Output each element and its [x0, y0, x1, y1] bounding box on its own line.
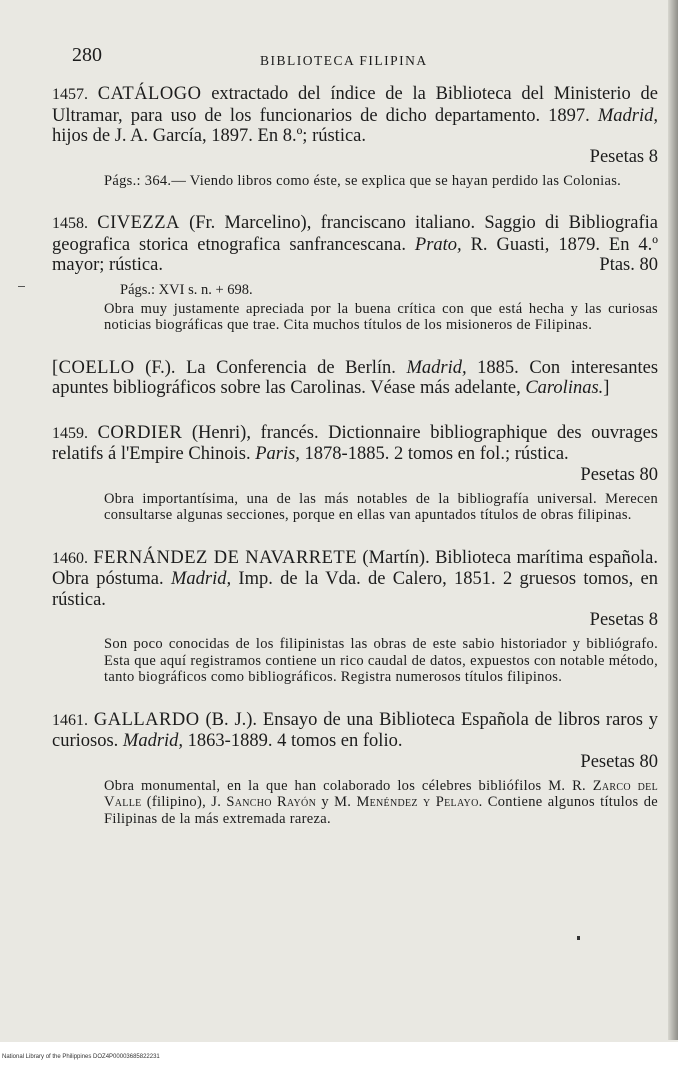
entry-note: Obra importantísima, una de las más notables de la bibliografía universal. Merecen consultarse algunas secciones, porque en ellas van apuntados títulos de obras filipinas.: [104, 490, 658, 523]
entry-publisher: 1863-1889. 4 tomos en folio.: [187, 731, 403, 751]
entry-author: [COELLO: [52, 357, 135, 378]
entry-1457: [52, 84, 658, 189]
note-person: J. Sancho Rayón: [211, 794, 317, 810]
margin-mark: [18, 286, 25, 287]
entry-cross-reference: Carolinas.: [525, 378, 604, 398]
entry-coello: [52, 358, 658, 399]
closing-bracket: ]: [603, 378, 610, 398]
entry-1458: [52, 213, 658, 334]
scan-footer: National Library of the Philippines DOZ4P00003685822231: [2, 1054, 160, 1060]
ink-speck: [577, 936, 580, 940]
note-person: M. Menéndez y Pelayo.: [334, 794, 483, 810]
note-text: y: [321, 794, 329, 810]
entry-author: GALLARDO: [93, 709, 200, 730]
entry-number: 1460.: [52, 549, 88, 567]
entry-place: Prato,: [414, 234, 462, 255]
entry-note: [52, 778, 658, 828]
entry-note: Obra muy justamente apreciada por la buena crítica con que está hecha y las curiosas noticias biográficas que trae. Cita muchos títulos de los misioneros de Filipinas.: [104, 300, 658, 333]
entry-main-text: [52, 358, 658, 399]
entry-main-text: [52, 548, 658, 631]
entry-main-text: [52, 423, 658, 485]
running-title: BIBLIOTECA FILIPINA: [260, 53, 428, 68]
entry-author: CIVEZZA: [97, 213, 180, 233]
note-text: (filipino),: [146, 794, 207, 810]
entry-1461: [52, 710, 658, 828]
entry-place: Paris,: [255, 444, 300, 464]
entry-price: Pesetas 8: [589, 146, 658, 167]
entry-1460: [52, 548, 658, 686]
page-header: [72, 44, 652, 70]
entry-price: Pesetas 80: [580, 464, 658, 485]
entry-title: (Henri), francés. Dictionnaire bibliographique des ouvrages relatifs á l'Empire Chinois.: [52, 422, 658, 464]
entry-1459: [52, 423, 658, 524]
entry-number: 1461.: [52, 711, 88, 729]
entry-author: FERNÁNDEZ DE NAVARRETE: [93, 547, 358, 568]
entry-publisher: hijos de J. A. García, 1897. En 8.º; rústica.: [52, 126, 367, 146]
entry-publisher: R. Guasti, 1879. En 4.º mayor; rústica.: [52, 234, 659, 275]
entry-price: Ptas. 80: [599, 255, 658, 275]
entry-place: Madrid,: [122, 731, 184, 751]
entry-title: extractado del índice de la Biblioteca del Ministerio de Ultramar, para uso de los funcionarios de dicho departamento. 1897.: [52, 84, 659, 126]
entry-number: 1459.: [52, 424, 88, 442]
entry-author: CORDIER: [97, 422, 183, 443]
entry-place: Madrid,: [406, 357, 467, 378]
entry-number: 1458.: [52, 215, 88, 232]
entry-place: Madrid,: [597, 105, 659, 126]
entry-number: 1457.: [52, 86, 88, 103]
entry-publisher: Imp. de la Vda. de Calero, 1851. 2 gruesos tomos, en rústica.: [52, 569, 659, 610]
entry-author: CATÁLOGO: [97, 84, 202, 104]
note-text: Contiene algunos títulos de Filipinas de la más extremada rareza.: [104, 794, 658, 827]
entry-note: Son poco conocidas de los filipinistas las obras de este sabio historiador y bibliógrafo. Esta que aquí registramos contiene un rico caudal de datos, expuestos con notable método, tanto biográficos como bibliográficos. Registra numerosos títulos filipinos.: [104, 636, 658, 685]
entry-description: 1885. Con interesantes apuntes bibliográficos sobre las Carolinas. Véase más adelante,: [52, 357, 659, 398]
entry-title: (Fr. Marcelino), franciscano italiano. Saggio di Bibliografia geografica storica etnografica sanfrancescana.: [52, 213, 659, 255]
page-number: 280: [72, 44, 102, 66]
note-text: Obra monumental, en la que han colaborado los célebres bibliófilos: [104, 777, 542, 794]
entry-place: Madrid,: [170, 569, 232, 589]
entry-title: (Martín). Biblioteca marítima española. Obra póstuma.: [52, 547, 659, 589]
entry-note: Págs.: 364.— Viendo libros como éste, se explica que se hayan perdido las Colonias.: [104, 172, 622, 189]
entry-title: (B. J.). Ensayo de una Biblioteca Española de libros raros y curiosos.: [52, 709, 659, 751]
entry-pages: Págs.: XVI s. n. + 698.: [120, 281, 253, 298]
entry-price: Pesetas 80: [580, 751, 658, 772]
entry-publisher: 1878-1885. 2 tomos en fol.; rústica.: [304, 444, 569, 464]
bibliography-entries: [52, 84, 658, 851]
page-edge-shadow: [668, 0, 678, 1040]
entry-main-text: [52, 710, 658, 772]
entry-main-text: [52, 84, 658, 167]
entry-title: (F.). La Conferencia de Berlín.: [145, 357, 396, 378]
entry-main-text: [52, 213, 658, 276]
entry-price: Pesetas 8: [589, 610, 658, 630]
note-person: M. R. Zarco del Valle: [104, 777, 658, 810]
